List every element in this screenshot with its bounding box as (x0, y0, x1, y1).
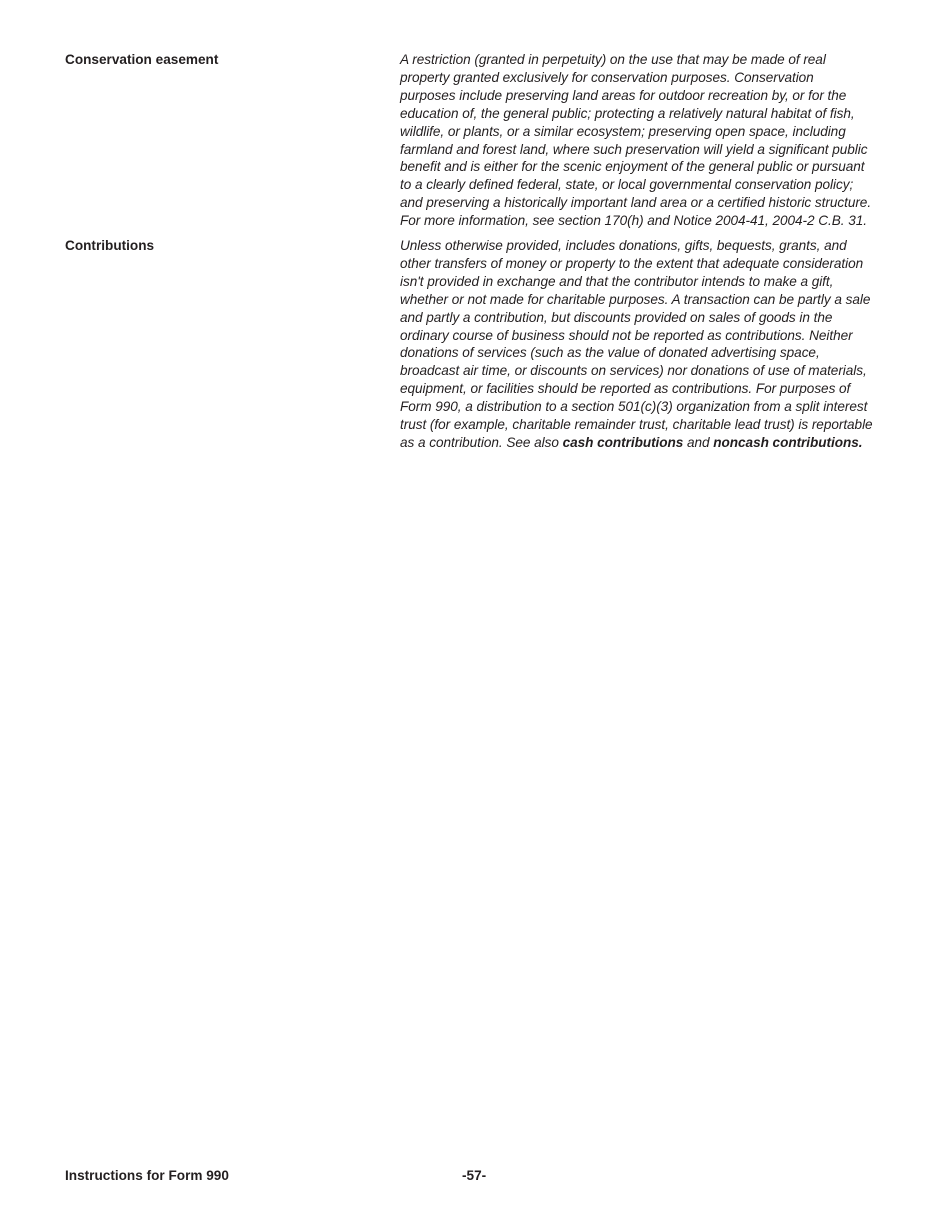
glossary-term: Contributions (65, 238, 155, 253)
cross-reference-noncash-contributions: noncash contributions. (713, 434, 863, 450)
definition-line: wildlife, or plants, or a similar ecosystem; preserving open space, including (400, 123, 846, 139)
definition-line: benefit and is either for the scenic enjoyment of the general public or pursuant (400, 159, 865, 175)
definition-line: whether or not made for charitable purposes. A transaction can be partly a sale (400, 291, 871, 307)
definition-line: property granted exclusively for conservation purposes. Conservation (400, 69, 814, 85)
definition-line: Form 990, a distribution to a section 501(c)(3) organization from a split interest (400, 399, 868, 415)
definition-line: broadcast air time, or discounts on services) nor donations of use of materials, (400, 363, 867, 379)
footer-page-number: -57- (462, 1168, 487, 1183)
definition-line: equipment, or facilities should be reported as contributions. For purposes of (400, 381, 851, 397)
definition-line: to a clearly defined federal, state, or local governmental conservation policy; (400, 177, 854, 193)
glossary-definition (400, 51, 890, 230)
definition-line: For more information, see section 170(h) and Notice 2004-41, 2004-2 C.B. 31. (400, 213, 867, 229)
definition-text: as a contribution. See also (400, 434, 563, 450)
definition-line: and partly a contribution, but discounts provided on sales of goods in the (400, 309, 833, 325)
definition-line: isn't provided in exchange and that the contributor intends to make a gift, (400, 273, 834, 289)
definition-line: farmland and forest land, where such preservation will yield a significant public (400, 141, 868, 157)
definition-line: and preserving a historically important land area or a certified historic structure. (400, 195, 872, 211)
definition-line: other transfers of money or property to the extent that adequate consideration (400, 255, 864, 271)
definition-line: Unless otherwise provided, includes donations, gifts, bequests, grants, and (400, 238, 847, 253)
definition-line: purposes include preserving land areas for outdoor recreation by, or for the (400, 87, 847, 103)
footer-document-title: Instructions for Form 990 (65, 1168, 229, 1183)
definition-line: education of, the general public; protecting a relatively natural habitat of fish, (400, 105, 855, 121)
cross-reference-cash-contributions: cash contributions (562, 434, 684, 450)
definition-line: ordinary course of business should not be reported as contributions. Neither (400, 327, 853, 343)
definition-line: A restriction (granted in perpetuity) on the use that may be made of real (400, 52, 826, 67)
glossary-term: Conservation easement (65, 52, 219, 67)
definition-line: trust (for example, charitable remainder trust, charitable lead trust) is reportable (400, 417, 873, 433)
definition-line: donations of services (such as the value of donated advertising space, (400, 345, 820, 361)
definition-text: and (683, 434, 714, 450)
definition-line-last (400, 434, 890, 452)
glossary-definition (400, 237, 890, 452)
